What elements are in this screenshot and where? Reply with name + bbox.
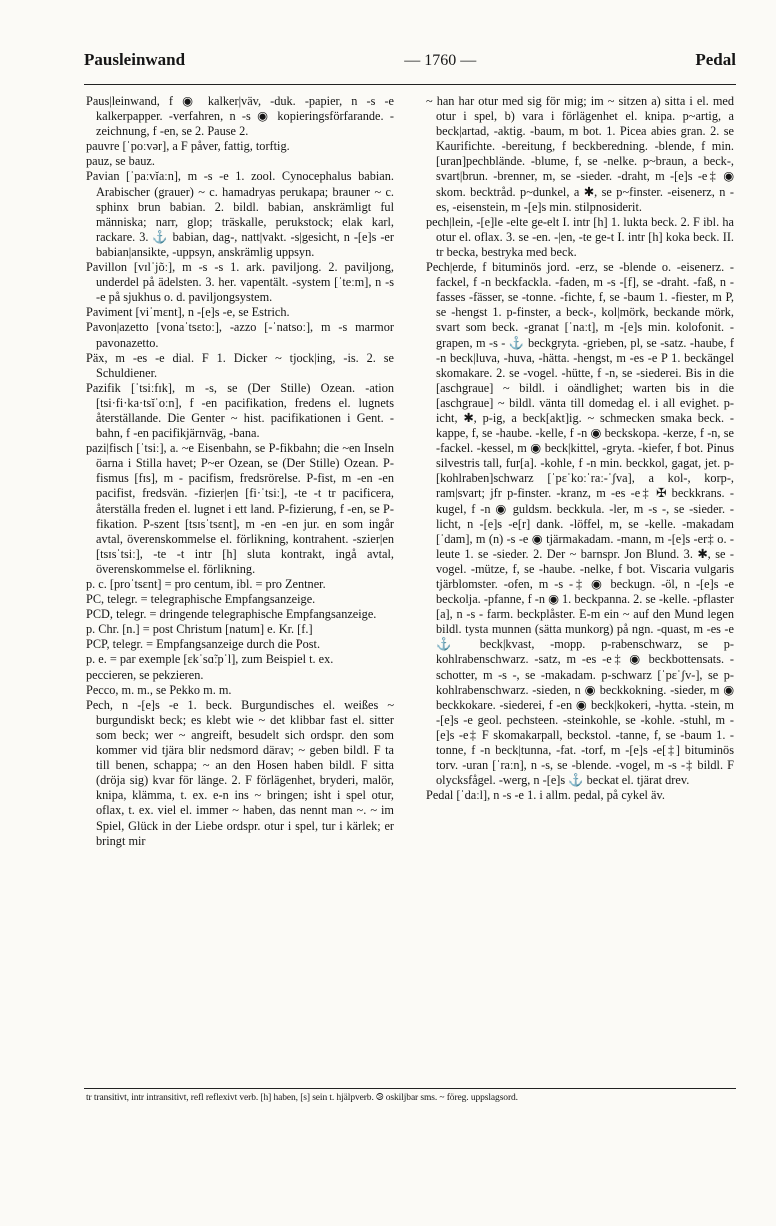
- dictionary-entry: pauz, se bauz.: [86, 154, 155, 169]
- dictionary-entry: Pavillon [vɪlˈjõː], m -s -s 1. ark. paviljong. 2. paviljong, underdel på ädelsten. 3. her. vapentält. -system [ˈteːm], n -s -e på sjukhus o. d. paviljongsystem.: [86, 260, 394, 305]
- dictionary-entry: Paus|leinwand, f ◉ kalker|väv, -duk. -papier, n -s -e kalkerpapper. -verfahren, n -s ◉ kopieringsförfarande. -zeichnung, f -en, se 2. Pause 2.: [86, 94, 394, 139]
- dictionary-entry: ~ han har otur med sig för mig; im ~ sitzen a) sitta i el. med otur i spel, b) vara i förlägenhet el. knipa. p~artig, a beck|artad, -aktig. -baum, m bot. 1. Picea abies gran. 2. se Kaurifichte. -bereitung, f beckberedning. -blende, f min. [uran]pechblände. -blume, f, se -nelke. p~braun, a beck-, svart|brun. -brenner, m, se -sieder. -draht, m -[e]s -e‡ ◉ skom. becktråd. p~dunkel, a ✱, se p~finster. -eisenerz, n -es, -eisenstein, m -[e]s min. stilpnosiderit.: [426, 94, 734, 214]
- dictionary-entry: Pavian [ˈpaːvĭaːn], m -s -e 1. zool. Cynocephalus babian. Arabischer (grauer) ~ c. hamadryas perukapa; brauner ~ c. sphinx brun babian. 2. bildl. babian, anskrämligt ful människa; narr, glop; träskalle, perukstock; elak karl, rackare. 3. ⚓ babian, dag-, natt|vakt. -s|gesicht, n -[e]s -er babian|ansikte, -uppsyn, anskrämlig uppsyn.: [86, 169, 394, 259]
- page-header: [84, 50, 736, 80]
- header-rule: [84, 84, 736, 85]
- header-right-word: Pedal: [695, 50, 736, 69]
- dictionary-entry: Pecco, m. m., se Pekko m. m.: [86, 682, 232, 697]
- dictionary-entry: Pavon|azetto [vonaˈtsɛtoː], -azzo [-ˈnatsoː], m -s marmor pavonazetto.: [86, 320, 394, 350]
- left-column: [86, 94, 394, 849]
- dictionary-entry: pech|lein, -[e]le -elte ge-elt I. intr [h] 1. lukta beck. 2. F ibl. ha otur el. oflax. 3. se -en. -|en, -te ge-t I. intr [h] koka beck. II. tr becka, bestryka med beck.: [426, 214, 734, 259]
- header-left-word: Pausleinwand: [84, 50, 186, 69]
- dictionary-entry: Pedal [ˈdaːl], n -s -e 1. i allm. pedal, på cykel äv.: [426, 788, 665, 803]
- dictionary-entry: PCP, telegr. = Empfangsanzeige durch die Post.: [86, 637, 321, 652]
- abbreviation-legend: tr transitivt, intr intransitivt, refl reflexivt verb. [h] haben, [s] sein t. hjälpverb. ⧁ oskiljbar sms. ~ föreg. uppslagsord.: [86, 1093, 518, 1103]
- dictionary-entry: Päx, m -es -e dial. F 1. Dicker ~ tjock|ing, -is. 2. se Schuldiener.: [86, 350, 394, 380]
- dictionary-entry: Pech, n -[e]s -e 1. beck. Burgundisches el. weißes ~ burgundiskt beck; es klebt wie ~ det klibbar fast el. sitter som beck; wer ~ angreift, besudelt sich ordspr. den som kommer vid tjära blir nedsmord därav; ~ geben bildl. F ta till benen, schappa; ~ an den Hosen haben bildl. F sitta (dröja sig) kvar för länge. 2. F förlägenhet, bryderi, malör, knipa, klämma, t. ex. e-n ins ~ bringen; isht i spel otur, oflax, t. ex. viel el. immer ~ haben, das nennt man ~. ~ im Spiel, Glück in der Liebe ordspr. otur i spel, tur i kärlek; er bringt mir: [86, 697, 394, 848]
- dictionary-entry: p. c. [proˈtsɛnt] = pro centum, ibl. = pro Zentner.: [86, 577, 326, 591]
- dictionary-entry: p. Chr. [n.] = post Christum [natum] e. Kr. [f.]: [86, 622, 313, 637]
- dictionary-entry: pauvre [ˈpoːvər], a F påver, fattig, torftig.: [86, 139, 290, 154]
- dictionary-entry: pazi|fisch [ˈtsiː], a. ~e Eisenbahn, se P-fikbahn; die ~en Inseln öarna i Stilla havet; P~er Ozean, se (Der Stille) Ozean. P-fismus [fɪs], m - pacifism, fredsrörelse. P-fist, m -en -en pacifist, fredsvän. -fizier|en [fi·ˈtsiː], -te -t tr pacificera, återställa freden el. lugnet i ett land. P-fizierung, f -en, se P-fikation. P-szent [tsɪsˈtsɛnt], m -en -en jur. en som ingår avtal, överenskommelse el. förlikning, kontrahent. -szier|en [tsɪsˈtsiː], -te -t intr [h] sluta kontrakt, ingå avtal, överenskommelse el. förlikning.: [86, 441, 394, 576]
- dictionary-entry: Paviment [viˈmɛnt], n -[e]s -e, se Estrich.: [86, 305, 290, 320]
- dictionary-entry: peccieren, se pekzieren.: [86, 667, 204, 682]
- right-column: [426, 94, 734, 803]
- dictionary-entry: p. e. = par exemple [ɛkˈsɑ̃ːpˈl], zum Beispiel t. ex.: [86, 652, 334, 667]
- page-number: — 1760 —: [404, 52, 477, 69]
- dictionary-entry: PCD, telegr. = dringende telegraphische Empfangsanzeige.: [86, 607, 377, 622]
- footer-rule: [84, 1088, 736, 1089]
- dictionary-entry: PC, telegr. = telegraphische Empfangsanzeige.: [86, 592, 316, 607]
- dictionary-entry: Pech|erde, f bituminös jord. -erz, se -blende o. -eisenerz. -fackel, f -n beckfackla. -faden, m -s -[f], se -draht. -faß, n -fasses -fässer, se -tonne. -fichte, f, se -baum 1. -fiester, m P, se -hengst 1. p-finster, a beck-, kol|mörk, beckande mörk, svart som beck. -granat [ˈnaːt], m -[e]s min. kolofonit. -grapen, m -s - ⚓ beckgryta. -grieben, pl, se -satz. -haube, f -n beck|luva, -huva, -hätta. -hengst, m -es -e P 1. beckängel skomakare. 2. se -vogel. -hütte, f -n, se -siederei. Bis in die [aschgraue] ~ bildl. i oändlighet; warten bis in die [aschgraue] ~ bildl. vänta till domedag el. i all evighet. p-icht, ✱, p-ig, a beck[akt]ig. ~ schmecken smaka beck. -kappe, f, se -haube. -kelle, f -n ◉ beckskopa. -kerze, f -n, se -fackel. -kessel, m ◉ beck|kittel, -gryta. -kiefer, f bot. Pinus silvestris tall, fur[a]. -kohle, f -n min. beckkol, gagat, jet. p-[kohlraben]schwarz [ˈpɛˈkoːˈraː-ˈʃva], a kol-, korp-, ram|svart; jfr p-finster. -kranz, m -es -e‡ ✠ beckkrans. -kugel, f -n ◉ guldsm. beckkula. -ler, m -s -, se -sieder. -licht, n -[e]s -e[r] dank. -löffel, m, se -kelle. -makadam [ˈdam], m (n) -s -e ◉ tjärmakadam. -mann, m -[e]s -er‡ o. -leute 1. se -sieder. 2. Der ~ barnspr. Jon Blund. 3. ✱, se -vogel. -mütze, f, se -haube. -nelke, f bot. Viscaria vulgaris tjärblomster. -ofen, m -s -‡ ◉ beckugn. -öl, n -[e]s -e beckolja. -pfanne, f -n ◉ 1. beckpanna. 2. se -kelle. -pflaster [a], n -s - farm. beckplåster. E-m ein ~ auf den Mund legen bildl. tysta munnen (sätta munkorg) på ngn. -quast, m -es -e ⚓ beck|kvast, -mopp. p-rabenschwarz, se p-kohlrabenschwarz. -satz, m -es -e‡ ◉ beckbottensats. -schotter, m -s -, se -makadam. p-schwarz [ˈpɛˈʃv-], se p-kohlrabenschwarz. -sieden, n ◉ beckkokning. -sieder, m ◉ beckkokare. -siederei, f -en ◉ beck|kokeri, -hytta. -stein, m -[e]s -e geol. pechsteen. -steinkohle, se -kohle. -stuhl, m -[e]s -e‡ F skomakarpall, beckstol. -tanne, f, se -baum 1. -tonne, f -n beck|tunna, -fat. -torf, m -[e]s -e[‡] bituminös torv. -uran [ˈraːn], n -s, se -blende. -vogel, m -s -‡ bildl. F olycksfågel. -werg, n -[e]s ⚓ beckat el. tjärat drev.: [426, 260, 734, 788]
- dictionary-entry: Pazifik [ˈtsiːfɪk], m -s, se (Der Stille) Ozean. -ation [tsi·fi·ka·tsĭˈoːn], f -en pacifikation, fredens el. lugnets återställande. Die Genter ~ hist. pacifikationen i Gent. -bahn, f -en pacifikjärnväg, -bana.: [86, 380, 394, 441]
